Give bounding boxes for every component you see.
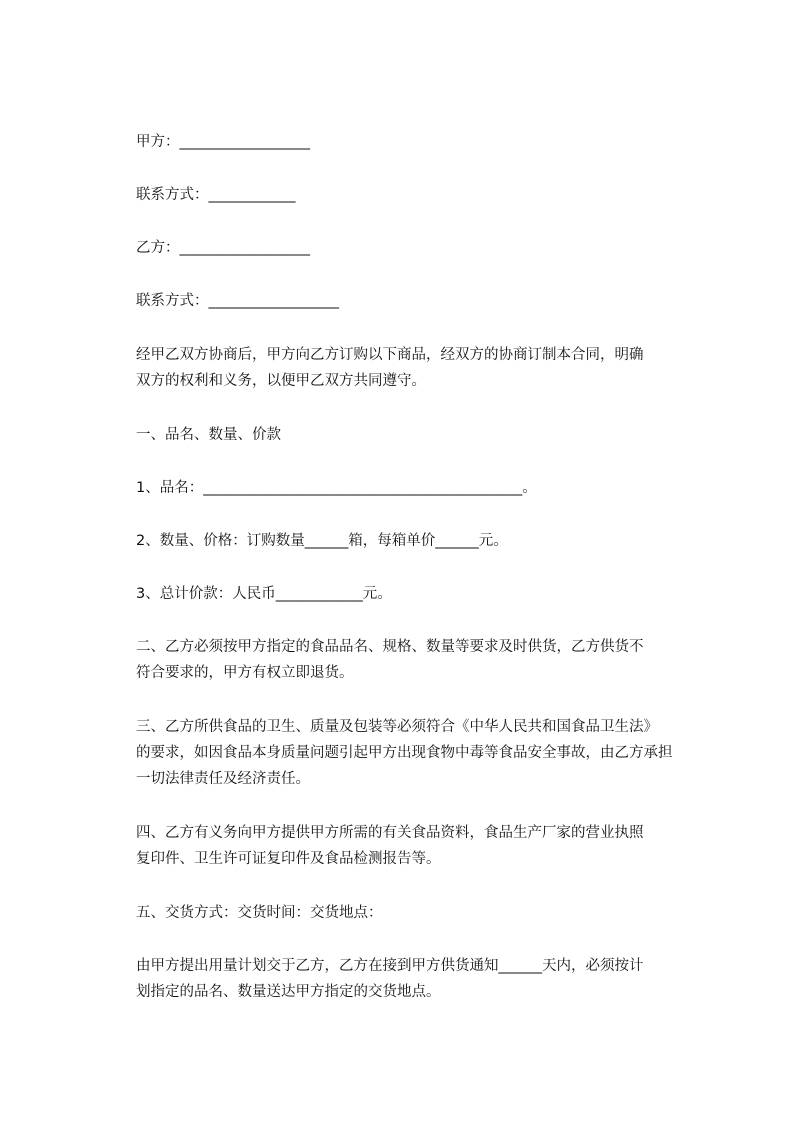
section-4-line-2: 复印件、卫生许可证复印件及食品检测报告等。 [136,851,441,867]
intro-paragraph [136,342,701,394]
delivery-line-1: 由甲方提出用量计划交于乙方，乙方在接到甲方供货通知______天内，必须按计 [136,958,644,974]
product-name-line: 1、品名：____________________________________________。 [136,480,537,496]
section-5-heading: 五、交货方式：交货时间：交货地点： [136,905,383,921]
section-2-line-1: 二、乙方必须按甲方指定的食品品名、规格、数量等要求及时供货，乙方供货不 [136,639,644,655]
section-3-line-2: 的要求，如因食品本身质量问题引起甲方出现食物中毒等食品安全事故，由乙方承担 [136,745,673,761]
section-4-paragraph [136,820,701,872]
section-3-line-1: 三、乙方所供食品的卫生、质量及包装等必须符合《中华人民共和国食品卫生法》 [136,719,658,735]
section-3-paragraph [136,714,701,792]
quantity-price-line: 2、数量、价格：订购数量______箱，每箱单价______元。 [136,533,508,549]
party-a-line: 甲方：__________________ [136,134,310,150]
intro-line-2: 双方的权利和义务，以便甲乙双方共同遵守。 [136,373,426,389]
section-2-line-2: 符合要求的，甲方有权立即退货。 [136,665,354,681]
delivery-paragraph [136,953,701,1005]
section-3-line-3: 一切法律责任及经济责任。 [136,771,310,787]
total-price-line: 3、总计价款：人民币____________元。 [136,586,392,602]
party-b-contact-line: 联系方式：__________________ [136,293,339,309]
section-1-heading: 一、品名、数量、价款 [136,427,281,443]
party-b-line: 乙方：__________________ [136,240,310,256]
section-4-line-1: 四、乙方有义务向甲方提供甲方所需的有关食品资料，食品生产厂家的营业执照 [136,825,644,841]
delivery-line-2: 划指定的品名、数量送达甲方指定的交货地点。 [136,984,441,1000]
intro-line-1: 经甲乙双方协商后，甲方向乙方订购以下商品，经双方的协商订制本合同，明确 [136,347,644,363]
party-a-contact-line: 联系方式：____________ [136,187,296,203]
section-2-paragraph [136,634,701,686]
